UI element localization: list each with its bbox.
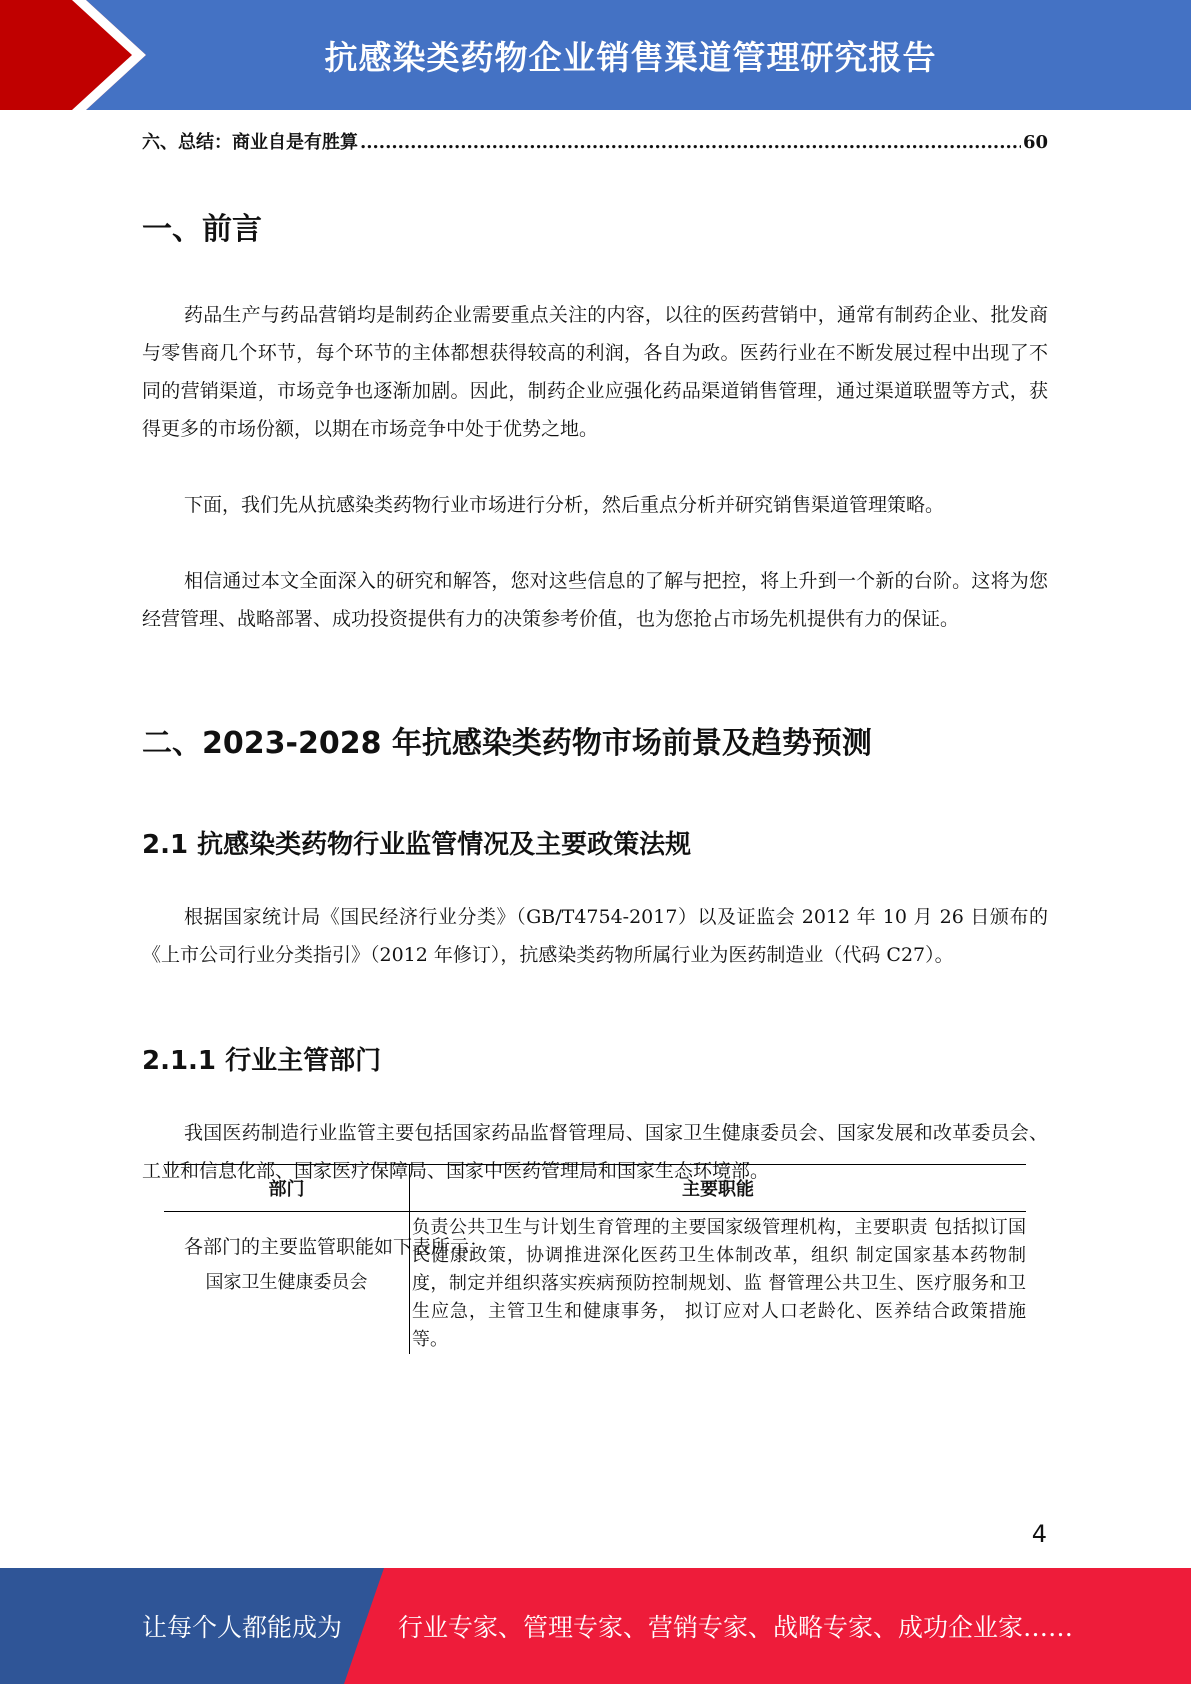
paragraph: 根据国家统计局《国民经济行业分类》（GB/T4754-2017）以及证监会 2012 年 10 月 26 日颁布的《上市公司行业分类指引》（2012 年修订），抗感染类药物所属行业为医药制造业（代码 C27）。 [142,906,1048,966]
table-header-dept: 部门 [164,1165,410,1212]
paragraph: 药品生产与药品营销均是制药企业需要重点关注的内容，以往的医药营销中，通常有制药企业、批发商与零售商几个环节，每个环节的主体都想获得较高的利润，各自为政。医药行业在不断发展过程中出现了不同的营销渠道，市场竞争也逐渐加剧。因此，制药企业应强化药品渠道销售管理，通过渠道联盟等方式，获得更多的市场份额，以期在市场竞争中处于优势之地。 [142,304,1048,440]
toc-entry[interactable] [142,118,1048,168]
section-heading-preface: 一、前言 [142,212,262,247]
paragraph: 下面，我们先从抗感染类药物行业市场进行分析，然后重点分析并研究销售渠道管理策略。 [184,494,945,516]
table-header-row [164,1165,1026,1212]
toc-entry-page: 60 [1022,132,1048,153]
page-number: 4 [1031,1520,1047,1548]
table-cell-duty: 负责公共卫生与计划生育管理的主要国家级管理机构，主要职责 包括拟订国民健康政策，协调推进深化医药卫生体制改革，组织 制定国家基本药物制度，制定并组织落实疾病预防控制规划、监 督管理公共卫生、医疗服务和卫生应急，主管卫生和健康事务， 拟订应对人口老龄化、医养结合政策措施等。 [412,1217,1026,1350]
toc-leader-dots [360,118,1021,168]
table-header-duty: 主要职能 [410,1165,1027,1212]
page-header [0,0,1191,110]
paragraph: 相信通过本文全面深入的研究和解答，您对这些信息的了解与把控，将上升到一个新的台阶。这将为您经营管理、战略部署、成功投资提供有力的决策参考价值，也为您抢占市场先机提供有力的保证。 [142,570,1048,630]
table-row [164,1212,1026,1355]
toc-entry-text: 六、总结：商业自是有胜算 [142,132,358,153]
paragraph: 我国医药制造行业监管主要包括国家药品监督管理局、国家卫生健康委员会、国家发展和改革委员会、工业和信息化部、国家医疗保障局、国家中医药管理局和国家生态环境部。 [142,1122,1048,1182]
header-red-chevron [0,0,150,110]
subsection-heading-regulation: 2.1 抗感染类药物行业监管情况及主要政策法规 [142,830,692,860]
footer-slogan-left: 让每个人都能成为 [142,1613,343,1642]
header-title: 抗感染类药物企业销售渠道管理研究报告 [324,37,937,77]
regulatory-table [164,1164,1026,1354]
section-heading-market-outlook: 二、2023-2028 年抗感染类药物市场前景及趋势预测 [142,726,872,761]
page-footer [0,1568,1191,1684]
footer-slogan-right: 行业专家、管理专家、营销专家、战略专家、成功企业家…… [398,1613,1074,1642]
table-cell-dept: 国家卫生健康委员会 [164,1212,410,1355]
subsection-heading-authorities: 2.1.1 行业主管部门 [142,1046,382,1076]
paragraph: 各部门的主要监管职能如下表所示： [184,1236,489,1258]
